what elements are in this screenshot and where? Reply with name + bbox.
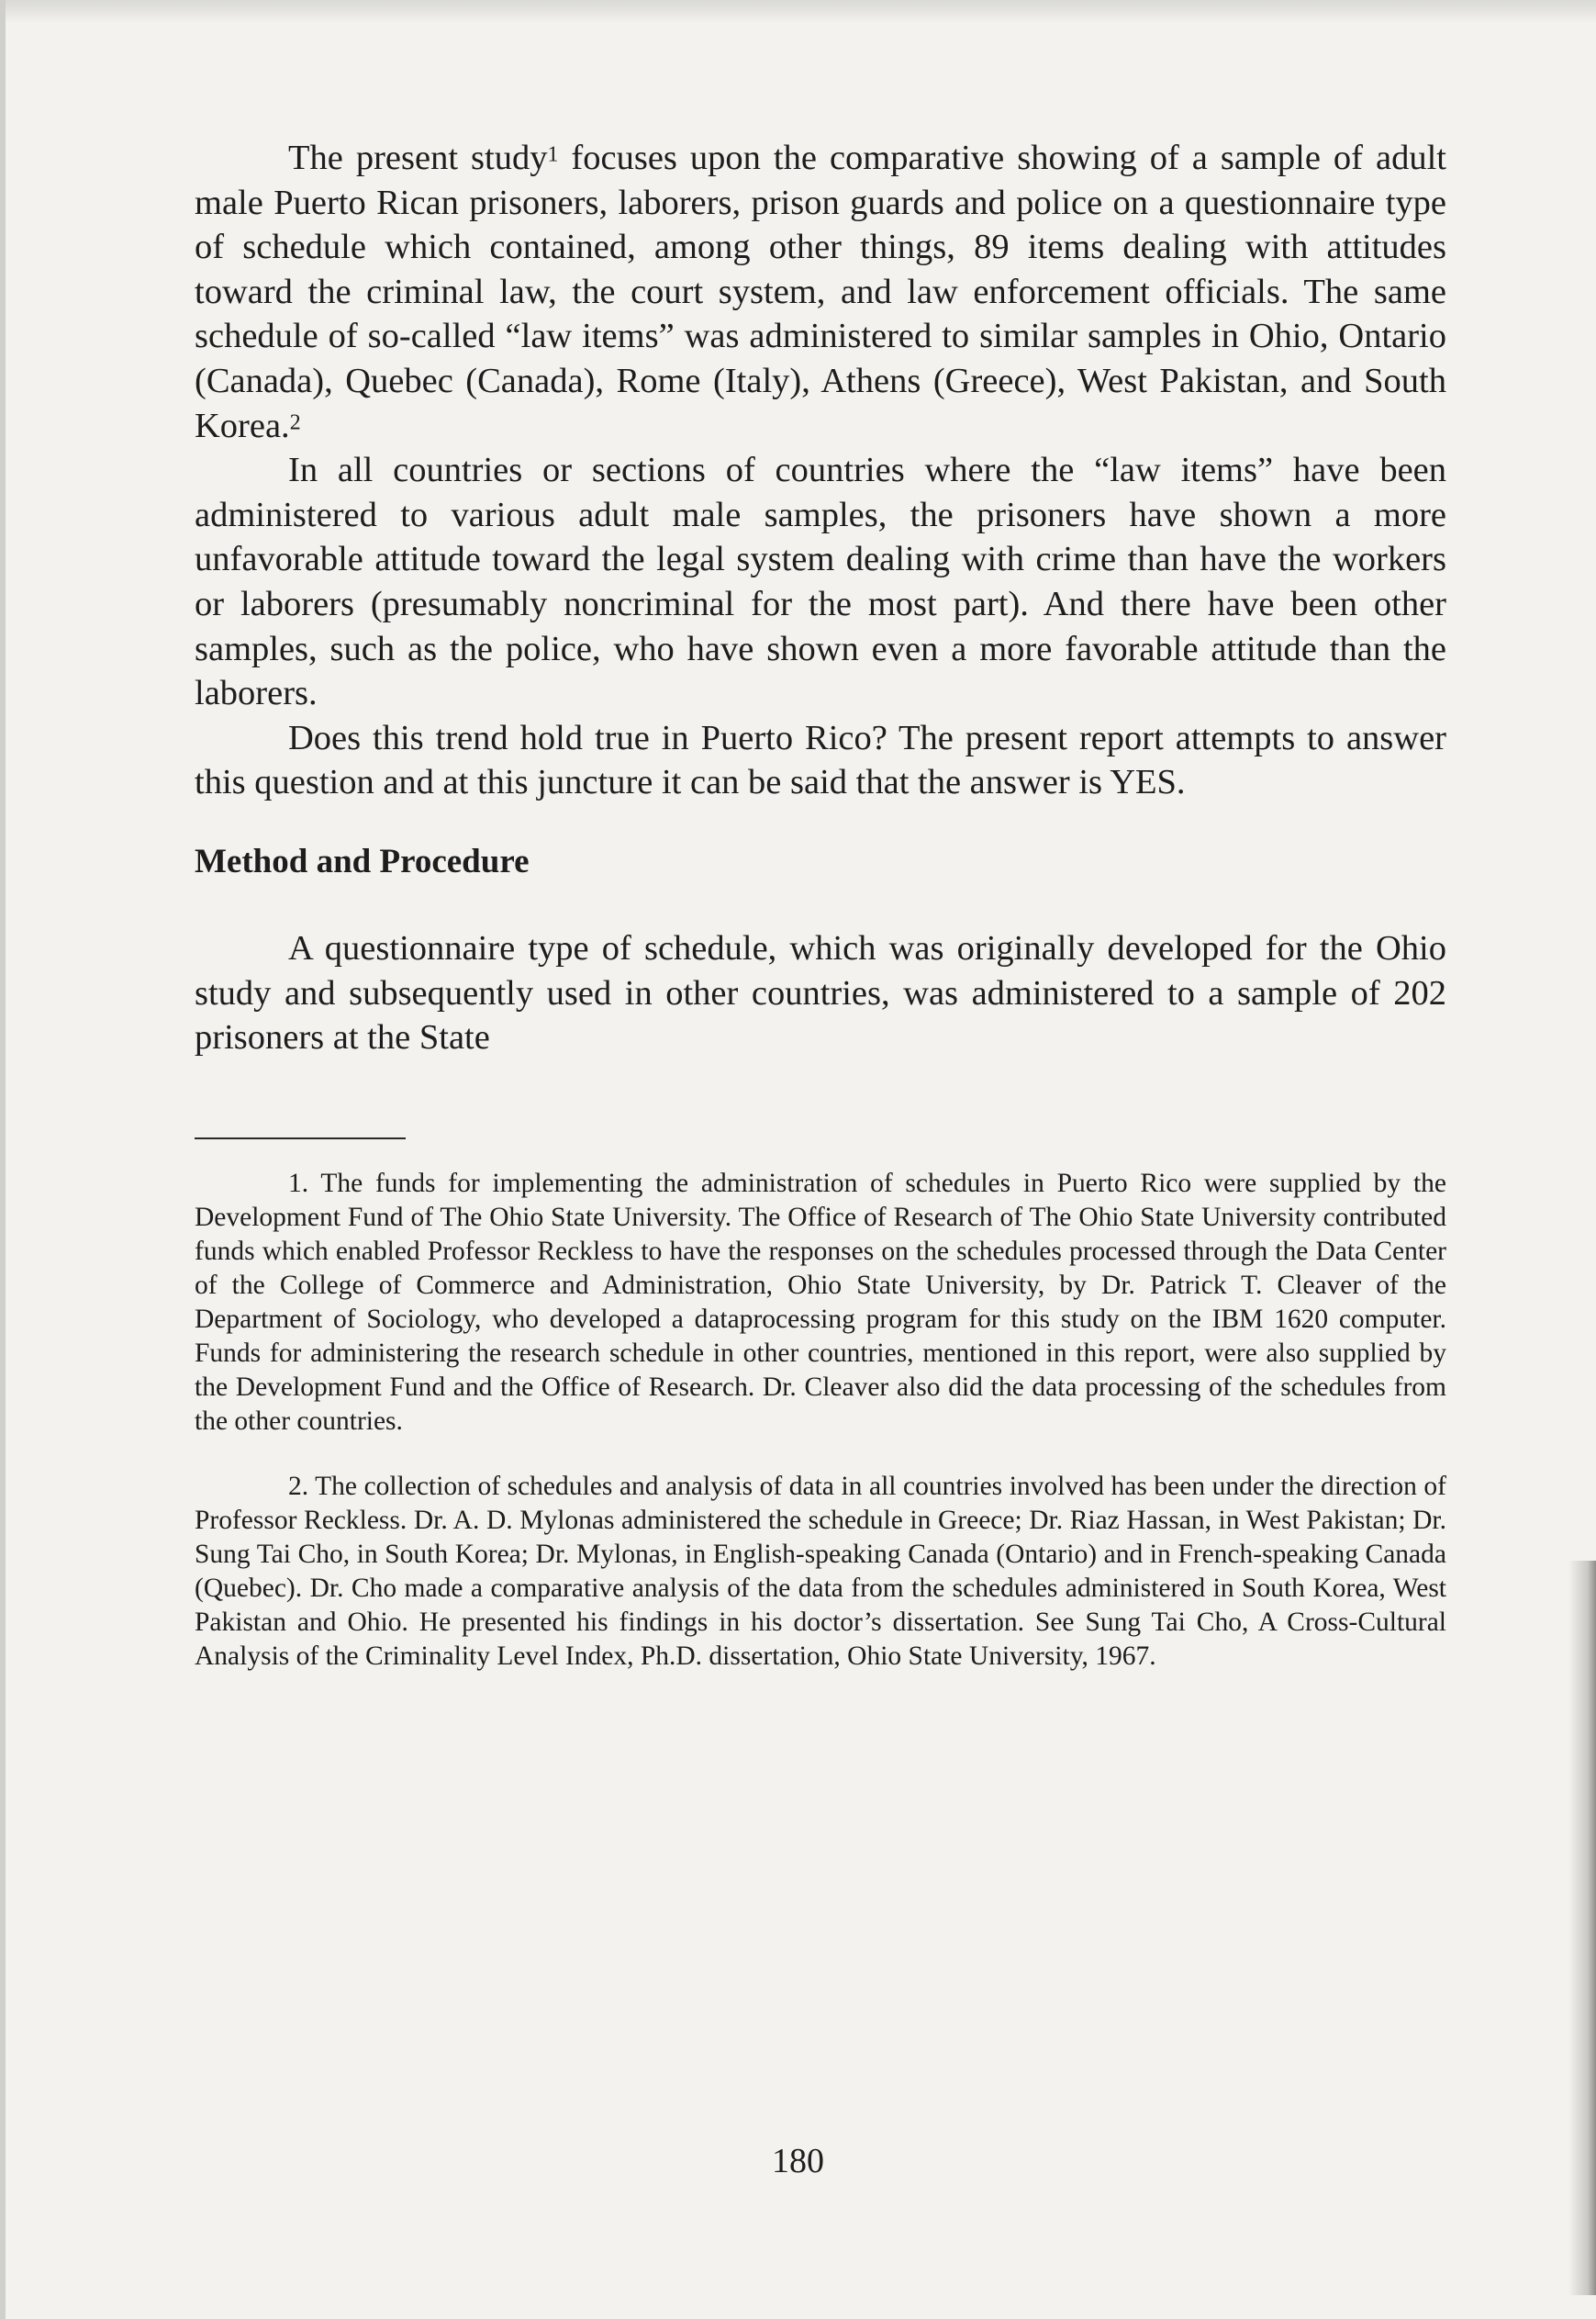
- body-paragraph-3: Does this trend hold true in Puerto Rico? The present report attempts to answer this question and at this juncture it can be said that the answer is YES.: [195, 718, 1446, 802]
- scan-top-edge: [0, 0, 1596, 24]
- footnote-2: 2. The collection of schedules and analysis of data in all countries involved has been under the direction of Professor Reckless. Dr. A. D. Mylonas administered the schedule in Greece; Dr. Riaz Hassan, in West Pakistan; Dr. Sung Tai Cho, in South Korea; Dr. Mylonas, in English-speaking Canada (Ontario) and in French-speaking Canada (Quebec). Dr. Cho made a comparative analysis of the data from the schedules administered in South Korea, West Pakistan and Ohio. He presented his findings in his doctor’s dissertation. See Sung Tai Cho, A Cross-Cultural Analysis of the Criminality Level Index, Ph.D. dissertation, Ohio State University, 1967.: [195, 1471, 1446, 1671]
- method-paragraph: A questionnaire type of schedule, which was originally developed for the Ohio study and subsequently used in other countries, was administered to a sample of 202 prisoners at the State: [195, 928, 1446, 1058]
- paragraph-1-text-start: The present study: [288, 139, 548, 177]
- paragraph-1-text-end: focuses upon the comparative showing of a sample of adult male Puerto Rican prisoners, laborers, prison guards and police on a questionnaire type of schedule which contained, among other things, 89 items dealing with attitudes toward the criminal law, the court system, and law enforcement officials. The same schedule of so-called “law items” was administered to similar samples in Ohio, Ontario (Canada), Quebec (Canada), Rome (Italy), Athens (Greece), West Pakistan, and South Korea.: [195, 139, 1446, 445]
- footnote-divider: [195, 1137, 406, 1139]
- footnote-1: 1. The funds for implementing the administration of schedules in Puerto Rico were supplied by the Development Fund of The Ohio State University. The Office of Research of The Ohio State University contributed funds which enabled Professor Reckless to have the responses on the schedules processed through the Data Center of the College of Commerce and Administration, Ohio State University, by Dr. Patrick T. Cleaver of the Department of Sociology, who developed a dataprocessing program for this study on the IBM 1620 computer. Funds for administering the research schedule in other countries, mentioned in this report, were also supplied by the Development Fund and the Office of Research. Dr. Cleaver also did the data processing of the schedules from the other countries.: [195, 1168, 1446, 1436]
- footnote-ref-1: 1: [547, 142, 559, 167]
- page-number: 180: [772, 2142, 824, 2180]
- scan-left-edge: [0, 0, 6, 2319]
- body-paragraph-1: [195, 136, 1446, 448]
- scan-right-edge: [1568, 1561, 1596, 2295]
- section-heading: Method and Procedure: [195, 842, 530, 880]
- body-paragraph-2: In all countries or sections of countries where the “law items” have been administered to various adult male samples, the prisoners have shown a more unfavorable attitude toward the legal system dealing with crime than have the workers or laborers (presumably noncriminal for the most part). And there have been other samples, such as the police, who have shown even a more favorable attitude than the laborers.: [195, 451, 1446, 713]
- footnote-ref-2: 2: [289, 410, 301, 435]
- main-text-block: [195, 136, 1446, 1674]
